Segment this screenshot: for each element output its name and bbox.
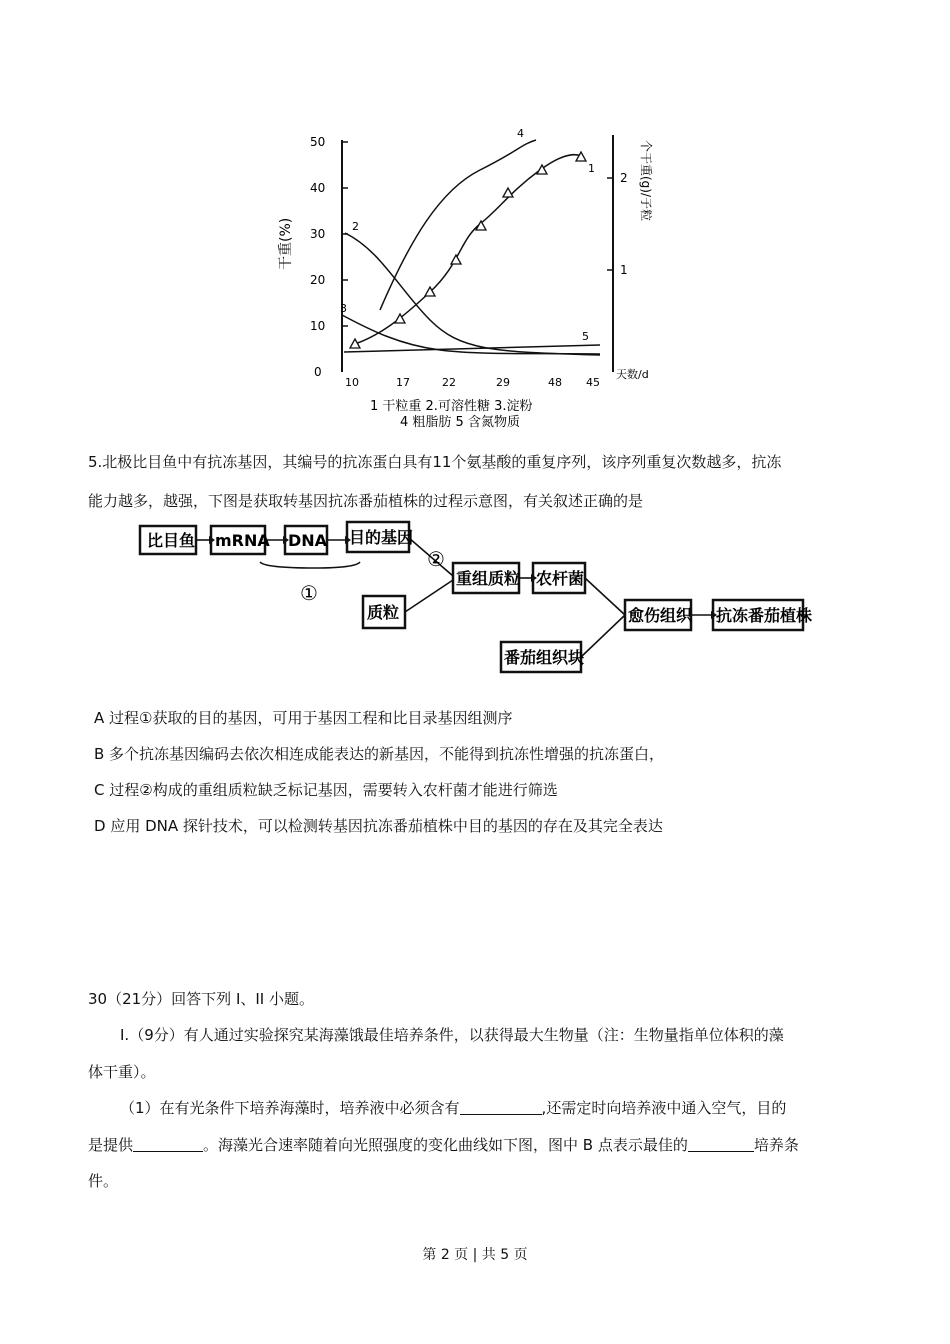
curve-2-soluble-sugar <box>345 233 600 355</box>
left-tick-50: 50 <box>310 135 326 149</box>
x-tick-45: 45 <box>586 376 600 389</box>
seed-composition-graph <box>270 120 690 430</box>
curve-label-5: 5 <box>582 330 589 343</box>
right-tick-1: 1 <box>620 263 628 277</box>
q30-p4: 件。 <box>88 1172 119 1190</box>
q30-head: 30（21分）回答下列 I、II 小题。 <box>88 990 314 1008</box>
curve-5-nitrogen <box>344 345 600 352</box>
left-ticks <box>310 135 325 379</box>
curve-label-1: 1 <box>588 162 595 175</box>
curve-label-3: 3 <box>340 302 347 315</box>
legend-line-2: 4 粗脂肪 5 含氮物质 <box>400 415 520 430</box>
left-tick-40: 40 <box>310 181 326 195</box>
flow-plasmid: 质粒 <box>367 603 400 622</box>
y-left-label: 干重(%) <box>278 217 294 270</box>
flow-fish: 比目鱼 <box>147 531 196 550</box>
x-tick-10: 10 <box>345 376 359 389</box>
left-tick-30: 30 <box>310 227 326 241</box>
x-tick-48: 48 <box>548 376 562 389</box>
q30-p3-b: 。海藻光合速率随着向光照强度的变化曲线如下图，图中 B 点表示最佳的 <box>203 1136 688 1154</box>
left-tick-0: 0 <box>314 365 322 379</box>
x-tick-17: 17 <box>396 376 410 389</box>
flow-dna: DNA <box>288 531 328 550</box>
flow-callus: 愈伤组织 <box>628 606 693 625</box>
curve-4-fat <box>380 140 536 310</box>
q5-line-1: 5.北极比目鱼中有抗冻基因，其编号的抗冻蛋白具有11个氨基酸的重复序列，该序列重复次数越多，抗冻 <box>88 453 782 471</box>
right-tick-2: 2 <box>620 171 628 185</box>
x-tick-22: 22 <box>442 376 456 389</box>
q30-p1-line1: I.（9分）有人通过实验探究某海藻饿最佳培养条件，以获得最大生物量（注：生物量指单位体积的藻 <box>120 1026 784 1044</box>
blank-2[interactable] <box>133 1135 203 1152</box>
curve-1-grain-weight <box>355 155 582 344</box>
curve-1-markers <box>350 152 586 348</box>
legend-line-1: 1 干粒重 2.可溶性糖 3.淀粉 <box>370 399 533 414</box>
curve-label-4: 4 <box>517 127 524 140</box>
flow-recombinant: 重组质粒 <box>456 569 521 588</box>
q30-p3-c: 培养条 <box>753 1136 799 1154</box>
blank-3[interactable] <box>688 1135 754 1152</box>
q30-p3-a: 是提供 <box>88 1136 134 1154</box>
q30-p2-b: ,还需定时向培养液中通入空气，目的 <box>541 1099 787 1117</box>
q5-option-a: A 过程①获取的目的基因，可用于基因工程和比目录基因组测序 <box>94 709 513 727</box>
q30-p3 <box>88 1134 799 1156</box>
flow-tomato-tissue: 番茄组织块 <box>504 648 585 667</box>
left-tick-20: 20 <box>310 273 326 287</box>
q5-line-2: 能力越多，越强，下图是获取转基因抗冻番茄植株的过程示意图，有关叙述正确的是 <box>88 492 644 510</box>
flow-step-1: ① <box>300 581 318 605</box>
transgenic-flowchart <box>135 518 815 678</box>
q30-p1-line2: 体干重）。 <box>88 1063 156 1081</box>
q5-option-b: B 多个抗冻基因编码去依次相连成能表达的新基因，不能得到抗冻性增强的抗冻蛋白， <box>94 745 665 763</box>
q5-option-c: C 过程②构成的重组质粒缺乏标记基因，需要转入农杆菌才能进行筛选 <box>94 781 558 799</box>
q5-option-d: D 应用 DNA 探针技术，可以检测转基因抗冻番茄植株中目的基因的存在及其完全表达 <box>94 817 663 835</box>
q30-p2-a: （1）在有光条件下培养海藻时，培养液中必须含有 <box>120 1099 460 1117</box>
blank-1[interactable] <box>460 1098 542 1115</box>
curve-label-2: 2 <box>352 220 359 233</box>
flow-gene: 目的基因 <box>349 528 414 547</box>
y-right-label: 个干重(g)/子粒 <box>639 140 653 222</box>
flow-mrna: mRNA <box>215 531 270 550</box>
flow-plant: 抗冻番茄植株 <box>716 606 813 625</box>
x-unit-label: 天数/d <box>616 368 649 381</box>
left-tick-10: 10 <box>310 319 326 333</box>
flow-agro: 农杆菌 <box>536 569 585 588</box>
flow-step-2: ② <box>427 547 445 571</box>
page-footer: 第 2 页 | 共 5 页 <box>422 1247 528 1263</box>
x-tick-29: 29 <box>496 376 510 389</box>
q30-p2 <box>120 1097 786 1119</box>
